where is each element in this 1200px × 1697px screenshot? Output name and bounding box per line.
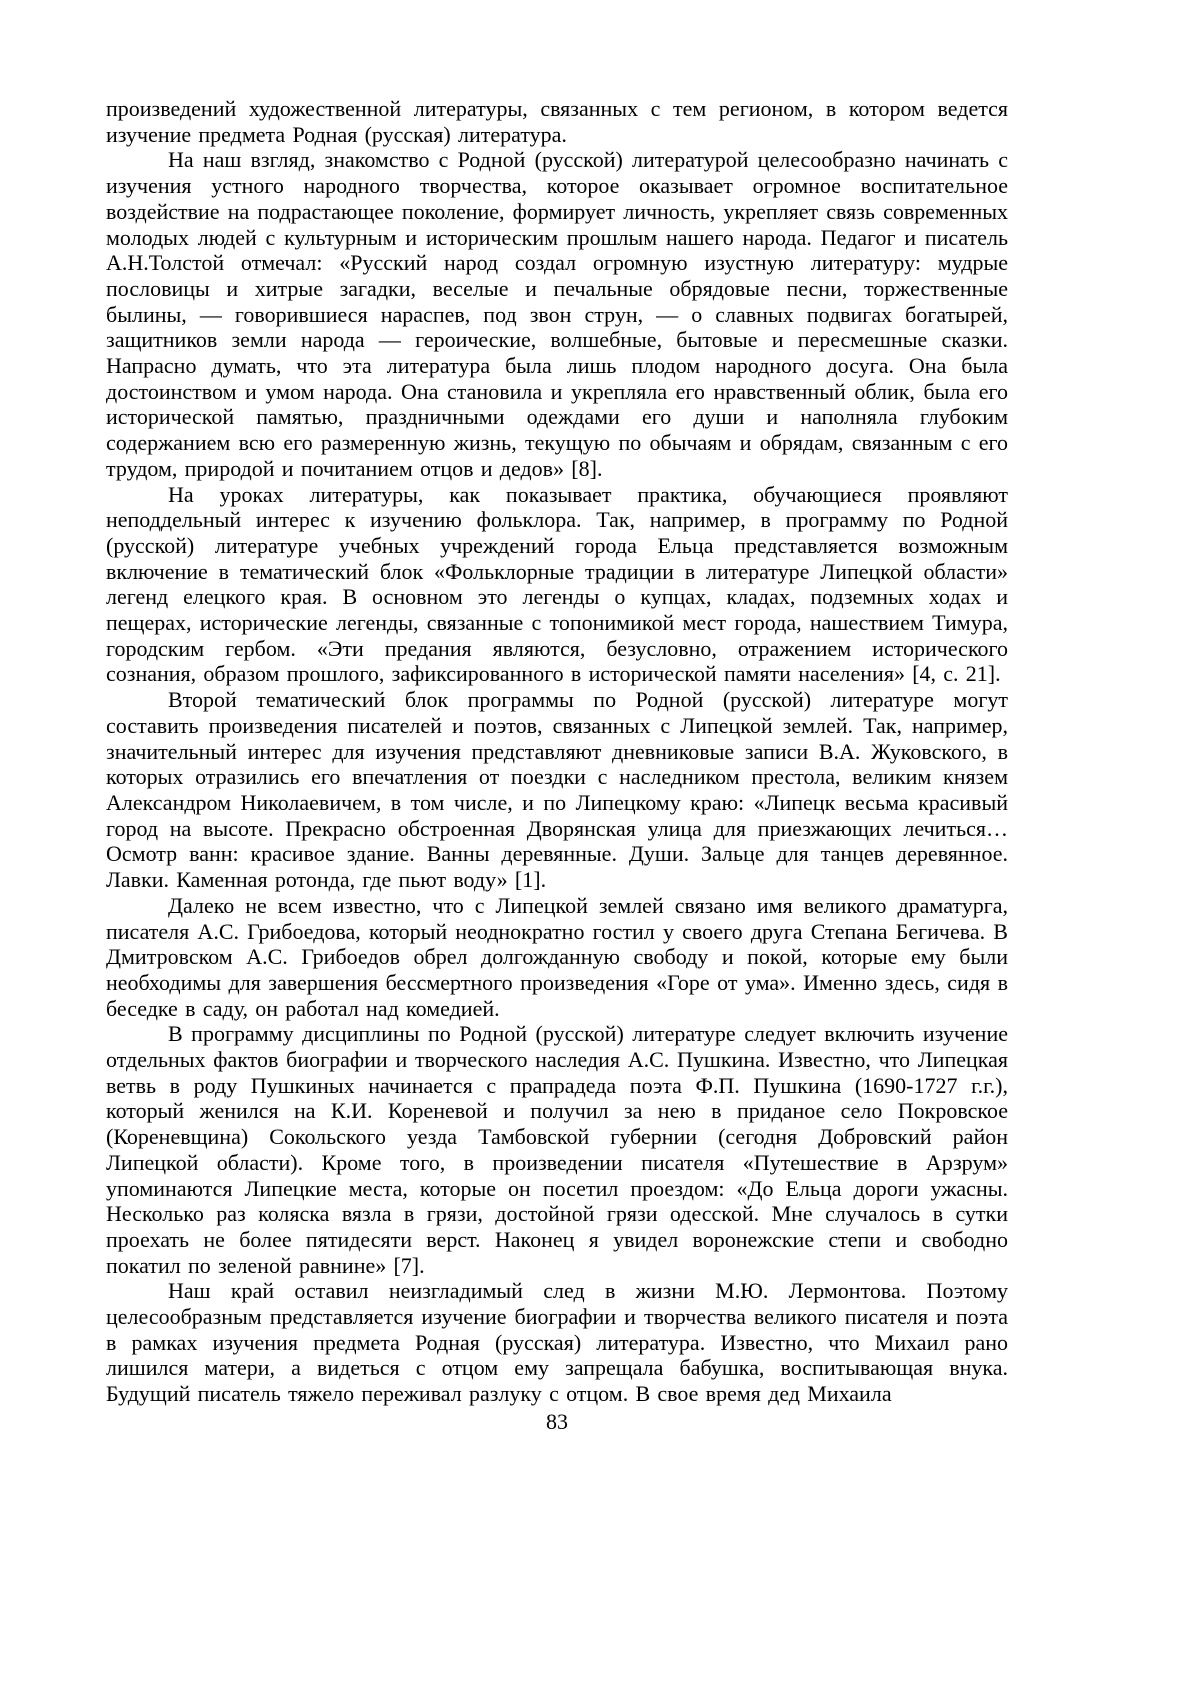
paragraph: Второй тематический блок программы по Родной (русской) литературе могут составить произведения писателей и поэтов, связанных с Липецкой землей. Так, например, значительный интерес для изучения представляют дневниковые записи В.А. Жуковского, в которых отразились его впечатления от поездки с наследником престола, великим князем Александром Николаевичем, в том числе, и по Липецкому краю: «Липецк весьма красивый город на высоте. Прекрасно обстроенная Дворянская улица для приезжающих лечиться… Осмотр ванн: красивое здание. Ванны деревянные. Души. Зальце для танцев деревянное. Лавки. Каменная ротонда, где пьют воду» [1]. [106, 687, 1008, 893]
paragraph: Далеко не всем известно, что с Липецкой землей связано имя великого драматурга, писателя А.С. Грибоедова, который неоднократно гостил у своего друга Степана Бегичева. В Дмитровском А.С. Грибоедов обрел долгожданную свободу и покой, которые ему были необходимы для завершения бессмертного произведения «Горе от ума». Именно здесь, сидя в беседке в саду, он работал над комедией. [106, 892, 1008, 1021]
paragraph: На уроках литературы, как показывает практика, обучающиеся проявляют неподдельный интерес к изучению фольклора. Так, например, в программу по Родной (русской) литературе учебных учреждений города Ельца представляется возможным включение в тематический блок «Фольклорные традиции в литературе Липецкой области» легенд елецкого края. В основном это легенды о купцах, кладах, подземных ходах и пещерах, исторические легенды, связанные с топонимикой мест города, нашествием Тимура, городским гербом. «Эти предания являются, безусловно, отражением исторического сознания, образом прошлого, зафиксированного в исторической памяти населения» [4, с. 21]. [106, 481, 1008, 687]
paragraph-continuation: произведений художественной литературы, связанных с тем регионом, в котором ведется изучение предмета Родная (русская) литература. [106, 96, 1008, 147]
paragraph: Наш край оставил неизгладимый след в жизни М.Ю. Лермонтова. Поэтому целесообразным представляется изучение биографии и творчества великого писателя и поэта в рамках изучения предмета Родная (русская) литература. Известно, что Михаил рано лишился матери, а видеться с отцом ему запрещала бабушка, воспитывающая внука. Будущий писатель тяжело переживал разлуку с отцом. В свое время дед Михаила [106, 1278, 1008, 1407]
page-footer [106, 1409, 1008, 1435]
page-body [106, 96, 1008, 1407]
paragraph: В программу дисциплины по Родной (русской) литературе следует включить изучение отдельных фактов биографии и творческого наследия А.С. Пушкина. Известно, что Липецкая ветвь в роду Пушкиных начинается с прапрадеда поэта Ф.П. Пушкина (1690-1727 г.г.), который женился на К.И. Кореневой и получил за нею в приданое село Покровское (Кореневщина) Сокольского уезда Тамбовской губернии (сегодня Добровский район Липецкой области). Кроме того, в произведении писателя «Путешествие в Арзрум» упоминаются Липецкие места, которые он посетил проездом: «До Ельца дороги ужасны. Несколько раз коляска вязла в грязи, достойной грязи одесской. Мне случалось в сутки проехать не более пятидесяти верст. Наконец я увидел воронежские степи и свободно покатил по зеленой равнине» [7]. [106, 1021, 1008, 1278]
paragraph: На наш взгляд, знакомство с Родной (русской) литературой целесообразно начинать с изучения устного народного творчества, которое оказывает огромное воспитательное воздействие на подрастающее поколение, формирует личность, укрепляет связь современных молодых людей с культурным и историческим прошлым нашего народа. Педагог и писатель А.Н.Толстой отмечал: «Русский народ создал огромную изустную литературу: мудрые пословицы и хитрые загадки, веселые и печальные обрядовые песни, торжественные былины, — говорившиеся нараспев, под звон струн, — о славных подвигах богатырей, защитников земли народа — героические, волшебные, бытовые и пересмешные сказки. Напрасно думать, что эта литература была лишь плодом народного досуга. Она была достоинством и умом народа. Она становила и укрепляла его нравственный облик, была его исторической памятью, праздничными одеждами его души и наполняла глубоким содержанием всю его размеренную жизнь, текущую по обычаям и обрядам, связанным с его трудом, природой и почитанием отцов и дедов» [8]. [106, 147, 1008, 481]
page-number: 83 [546, 1408, 568, 1434]
